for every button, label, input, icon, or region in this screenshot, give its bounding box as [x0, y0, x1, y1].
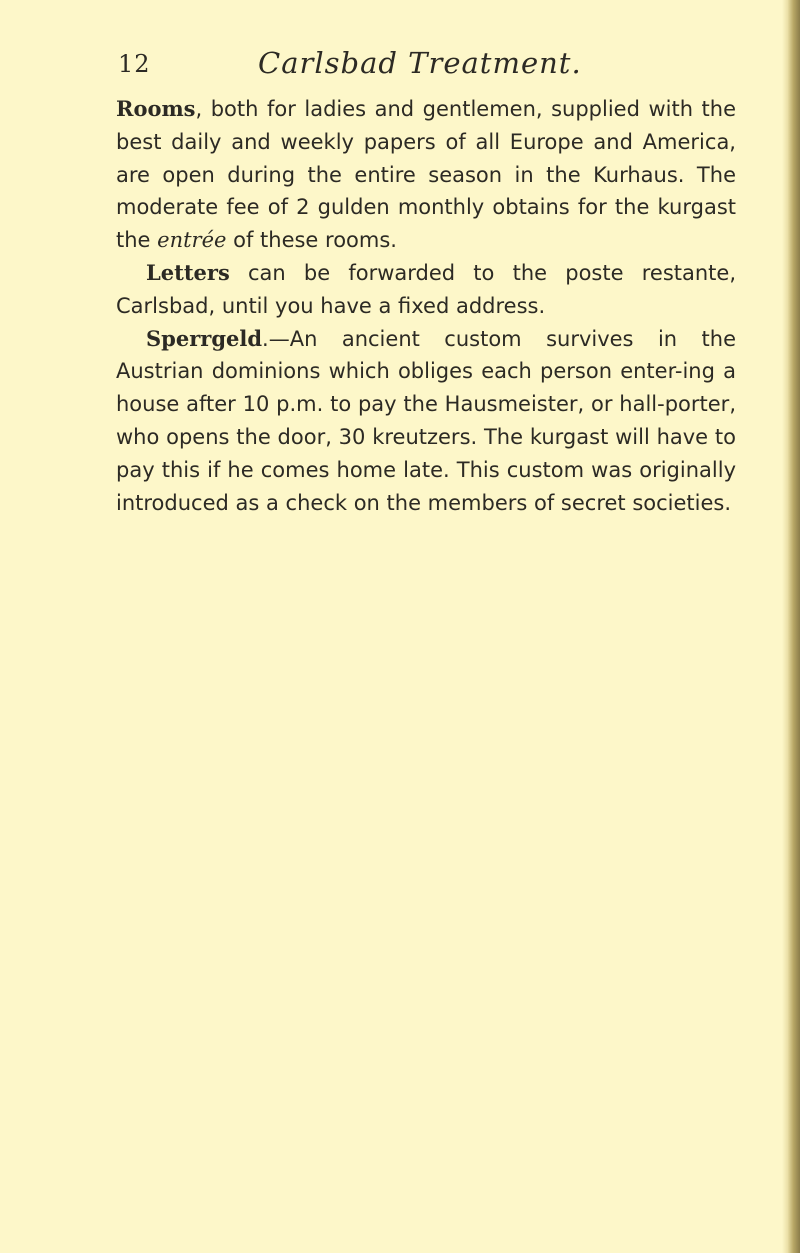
page-edge [788, 0, 800, 1253]
page-number: 12 [118, 50, 151, 78]
italic-word: entrée [157, 228, 227, 253]
run-in-heading-sperrgeld: Sperrgeld [146, 325, 263, 351]
running-head [118, 46, 758, 86]
paragraph-rooms [116, 93, 736, 257]
paragraph-text: of these rooms. [226, 228, 397, 253]
paragraph-letters [116, 257, 736, 323]
running-title: Carlsbad Treatment. [258, 46, 582, 80]
run-in-heading-rooms: Rooms [116, 96, 196, 121]
run-in-heading-letters: Letters [146, 259, 230, 285]
paragraph-text: can be forwarded to the poste restante, Carlsbad, until you have a fixed address. [116, 260, 736, 318]
paragraph-text: .—An ancient custom survives in the Austrian dominions which obliges each person enter-ing a house after 10 p.m. to pay the Hausmeister, or hall-porter, who opens the door, 30 kreutzers. The kurgast will have to pay this if he comes home late. This custom was originally introduced as a check on the members of secret societies. [116, 326, 736, 515]
body-text [116, 93, 736, 519]
paragraph-text: , both for ladies and gentlemen, supplied with the best daily and weekly papers of all Europe and America, are open during the entire season in the Kurhaus. The moderate fee of 2 gulden monthly obtains for the kurgast the [116, 97, 736, 253]
paragraph-sperrgeld [116, 323, 736, 520]
